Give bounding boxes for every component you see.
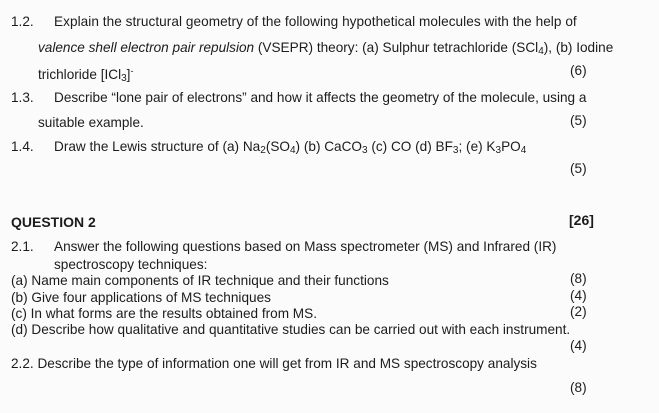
question-2-2-text: 2.2. Describe the type of information one will get from IR and MS spectroscopy analysis bbox=[11, 356, 537, 371]
subscript: 3 bbox=[121, 73, 127, 84]
question-2-heading: QUESTION 2 bbox=[11, 214, 96, 230]
subscript: 2 bbox=[260, 145, 266, 156]
q1-4-part-d: (c) CO (d) BF bbox=[367, 139, 453, 154]
question-number-1-2: 1.2. bbox=[11, 14, 34, 29]
subscript: 3 bbox=[452, 145, 459, 156]
question-1-2-line-3 bbox=[38, 63, 133, 87]
q1-4-part-e: ; (e) K bbox=[458, 139, 496, 154]
question-1-2-line-3-end: ] bbox=[126, 67, 131, 82]
marks-2-1-c: (2) bbox=[570, 304, 587, 319]
subscript: 4 bbox=[538, 46, 544, 57]
question-1-2-line-3-text: trichloride [ICl bbox=[38, 67, 122, 82]
marks-2-1-b: (4) bbox=[570, 288, 587, 303]
question-1-2-line-1: Explain the structural geometry of the following hypothetical molecules with the help of bbox=[54, 14, 577, 29]
marks-1-2: (6) bbox=[570, 63, 587, 78]
subscript: 3 bbox=[362, 145, 368, 156]
q1-4-part-f: PO bbox=[501, 139, 521, 154]
question-number-1-3: 1.3. bbox=[11, 90, 34, 105]
question-2-1-item-b: (b) Give four applications of MS techniques bbox=[11, 290, 271, 305]
marks-2-2: (8) bbox=[570, 380, 587, 395]
question-2-1-item-a: (a) Name main components of IR technique and their functions bbox=[11, 273, 389, 288]
superscript: - bbox=[130, 66, 134, 76]
question-1-2-line-2-end: ), (b) Iodine bbox=[543, 40, 614, 55]
subscript: 4 bbox=[289, 145, 296, 156]
q1-4-part-b: (SO bbox=[265, 139, 290, 154]
question-2-total-marks: [26] bbox=[569, 212, 594, 228]
question-2-1-line-2: spectroscopy techniques: bbox=[54, 257, 208, 272]
question-1-3-line-2: suitable example. bbox=[38, 115, 144, 130]
question-1-3-line-1: Describe “lone pair of electrons” and how it affects the geometry of the molecule, using a bbox=[54, 90, 587, 105]
question-2-1-item-c: (c) In what forms are the results obtained from MS. bbox=[11, 306, 317, 321]
marks-1-4: (5) bbox=[570, 161, 587, 176]
marks-2-1-a: (8) bbox=[570, 271, 587, 286]
question-1-2-line-2-text: (VSEPR) theory: (a) Sulphur tetrachloride (SCl bbox=[254, 40, 539, 55]
subscript: 4 bbox=[520, 145, 527, 156]
marks-1-3: (5) bbox=[570, 113, 587, 128]
question-2-1-item-d: (d) Describe how qualitative and quantitative studies can be carried out with each instrument. bbox=[11, 322, 571, 337]
vsepr-italic-text: valence shell electron pair repulsion bbox=[38, 40, 255, 55]
subscript: 3 bbox=[495, 145, 502, 156]
question-number-1-4: 1.4. bbox=[11, 139, 34, 154]
question-number-2-1: 2.1. bbox=[11, 239, 34, 254]
q1-4-part-c: ) (b) CaCO bbox=[295, 139, 363, 154]
question-1-4-text bbox=[54, 139, 526, 159]
q1-4-part-a: Draw the Lewis structure of (a) Na bbox=[54, 139, 261, 154]
marks-2-1-d: (4) bbox=[570, 338, 587, 353]
question-1-2-line-2 bbox=[38, 40, 613, 60]
question-2-1-line-1: Answer the following questions based on Mass spectrometer (MS) and Infrared (IR) bbox=[54, 239, 557, 254]
